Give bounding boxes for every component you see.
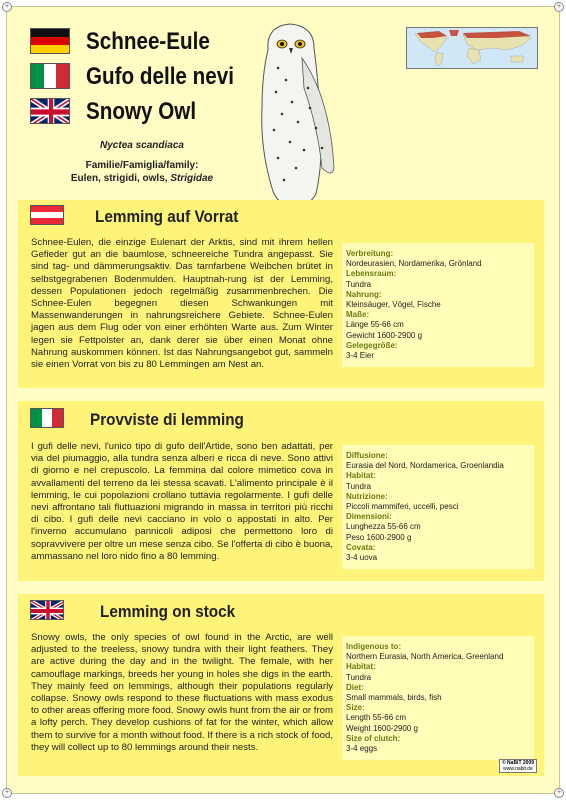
info-label: Maße: xyxy=(346,310,370,320)
info-label: Habitat: xyxy=(346,471,376,481)
info-value: Small mammals, birds, fish xyxy=(346,693,442,703)
screw-bottom-left-icon: + xyxy=(2,788,12,798)
distribution-map xyxy=(406,27,538,69)
info-label: Nutrizione: xyxy=(346,491,388,501)
info-label: Lebensraum: xyxy=(346,269,397,279)
info-label: Habitat: xyxy=(346,662,376,672)
info-value: Length 55-66 cm Weight 1600-2900 g xyxy=(346,713,418,733)
info-value: 3-4 uova xyxy=(346,553,378,563)
info-label: Size: xyxy=(346,703,365,713)
section-text-english: Snowy owls, the only species of owl found in the Arctic, are well adjusted to the treeless, snowy tundra with their light feathers. They are active during the day and in the twilight. The female, with her camouflage markings, breeds her young in holes she digs in the earth. They mainly feed on lemmings, although their populations regularly collapse. Snowy owls respond to these fluctuations with mass exodus to other areas offering more food. Snowy owls hunt from the air or from a lofty perch. They develop cushions of fat for the winter, which allow them to survive for a month without food. If there is a rich stock of food, they will collect up to 80 lemmings around their nests. xyxy=(31,632,333,753)
section-heading-italian: Provviste di lemming xyxy=(90,410,244,429)
family-value: Eulen, strigidi, owls, xyxy=(70,173,171,184)
italian-flag-icon xyxy=(30,63,70,89)
screw-bottom-right-icon: + xyxy=(554,788,564,798)
info-value: 3-4 Eier xyxy=(346,351,375,361)
copyright-text: © NaBiT 2009 xyxy=(501,760,535,766)
info-value: Länge 55-66 cm Gewicht 1600-2900 g xyxy=(346,320,423,340)
title-english: Snowy Owl xyxy=(86,98,197,125)
copyright-small-text: www.nabit.de xyxy=(503,766,533,772)
scientific-name: Nyctea scandiaca xyxy=(100,140,184,151)
uk-flag-small-icon xyxy=(30,600,64,620)
info-label: Verbreitung: xyxy=(346,249,394,258)
title-german: Schnee-Eule xyxy=(86,28,210,55)
info-label: Diet: xyxy=(346,682,364,692)
info-value: Eurasia del Nord, Nordamerica, Groenlandia xyxy=(346,461,504,471)
section-heading-german: Lemming auf Vorrat xyxy=(95,207,239,226)
info-label: Nahrung: xyxy=(346,289,382,299)
info-value: Lunghezza 55-66 cm Peso 1600-2900 g xyxy=(346,522,421,542)
family-latin: Strigidae xyxy=(170,173,214,184)
info-value: Kleinsäuger, Vögel, Fische xyxy=(346,300,441,310)
screw-top-left-icon: + xyxy=(2,2,12,12)
info-value: Northern Eurasia, North America, Greenland xyxy=(346,652,504,662)
info-box-english xyxy=(342,636,534,760)
info-value: Tundra xyxy=(346,481,372,491)
german-flag-icon xyxy=(30,28,70,54)
copyright-badge xyxy=(499,759,537,773)
info-label: Indigenous to: xyxy=(346,642,402,651)
info-value: Nordeurasien, Nordamerika, Grönland xyxy=(346,259,482,269)
section-text-italian: I gufi delle nevi, l'unico tipo di gufo dell'Artide, sono ben adattati, per via del piumaggio, alla tundra senza alberi e ricca di neve. Sono attivi di giorno e nel crepuscolo. La femmina dal colore mimetico cova in avvallamenti del terreno da lei stessa scavati. L'alimento principale è il lemming, le cui popolazioni crollano tuttavia regolarmente. I gufi delle nevi affrontano tali fluttuazioni migrando in massa in territori più ricchi di cibo. I gufi delle nevi cacciano in volo o appostati in alto. Per l'inverno accumulano pannicoli adiposi che permettono loro di sopravvivere per oltre un mese senza cibo. Se l'offerta di cibo è buona, ammassano nel loro nido fino a 80 lemming. xyxy=(31,441,333,562)
screw-top-right-icon: + xyxy=(554,2,564,12)
info-value: Tundra xyxy=(346,279,372,289)
info-value: Piccoli mammiferi, uccelli, pesci xyxy=(346,502,459,512)
section-text-german: Schnee-Eulen, die einzige Eulenart der Arktis, sind mit ihrem hellen Gefieder gut an die baumlose, schneereiche Tundra angepasst. Sie sind tag- und dämmerungsaktiv. Das tarnfarbene Weibchen brütet in selbstgegrabenen Bodenmulden. Hauptnah-rung ist der Lemming, dessen Populationen jedoch regelmäßig zusammenbrechen. Die Schnee-Eulen begegnen diesen Schwankungen mit Massenwanderungen in nahrungsreichere Gebiete. Schnee-Eulen jagen aus dem Flug oder von einer erhöhten Warte aus. Zum Winter legen sie Fettpolster an, dank derer sie über einen Monat ohne Nahrung auskommen können. Ist das Nahrungsangebot gut, sammeln sie einen Vorrat von bis zu 80 Lemmingen am Nest an. xyxy=(31,237,333,371)
uk-flag-icon xyxy=(30,98,70,124)
info-label: Dimensioni: xyxy=(346,512,392,522)
section-heading-english: Lemming on stock xyxy=(100,602,236,621)
info-value: Tundra xyxy=(346,672,372,682)
austrian-flag-icon xyxy=(30,205,64,225)
info-label: Covata: xyxy=(346,542,376,552)
info-box-italian xyxy=(342,445,534,569)
info-label: Diffusione: xyxy=(346,451,388,460)
title-italian: Gufo delle nevi xyxy=(86,63,234,90)
italian-flag-small-icon xyxy=(30,408,64,428)
info-box-german xyxy=(342,243,534,367)
info-value: 3-4 eggs xyxy=(346,744,378,754)
info-label: Gelegegröße: xyxy=(346,340,398,350)
info-label: Size of clutch: xyxy=(346,733,401,743)
family-line xyxy=(24,173,260,184)
family-label: Familie/Famiglia/family: xyxy=(85,160,199,171)
